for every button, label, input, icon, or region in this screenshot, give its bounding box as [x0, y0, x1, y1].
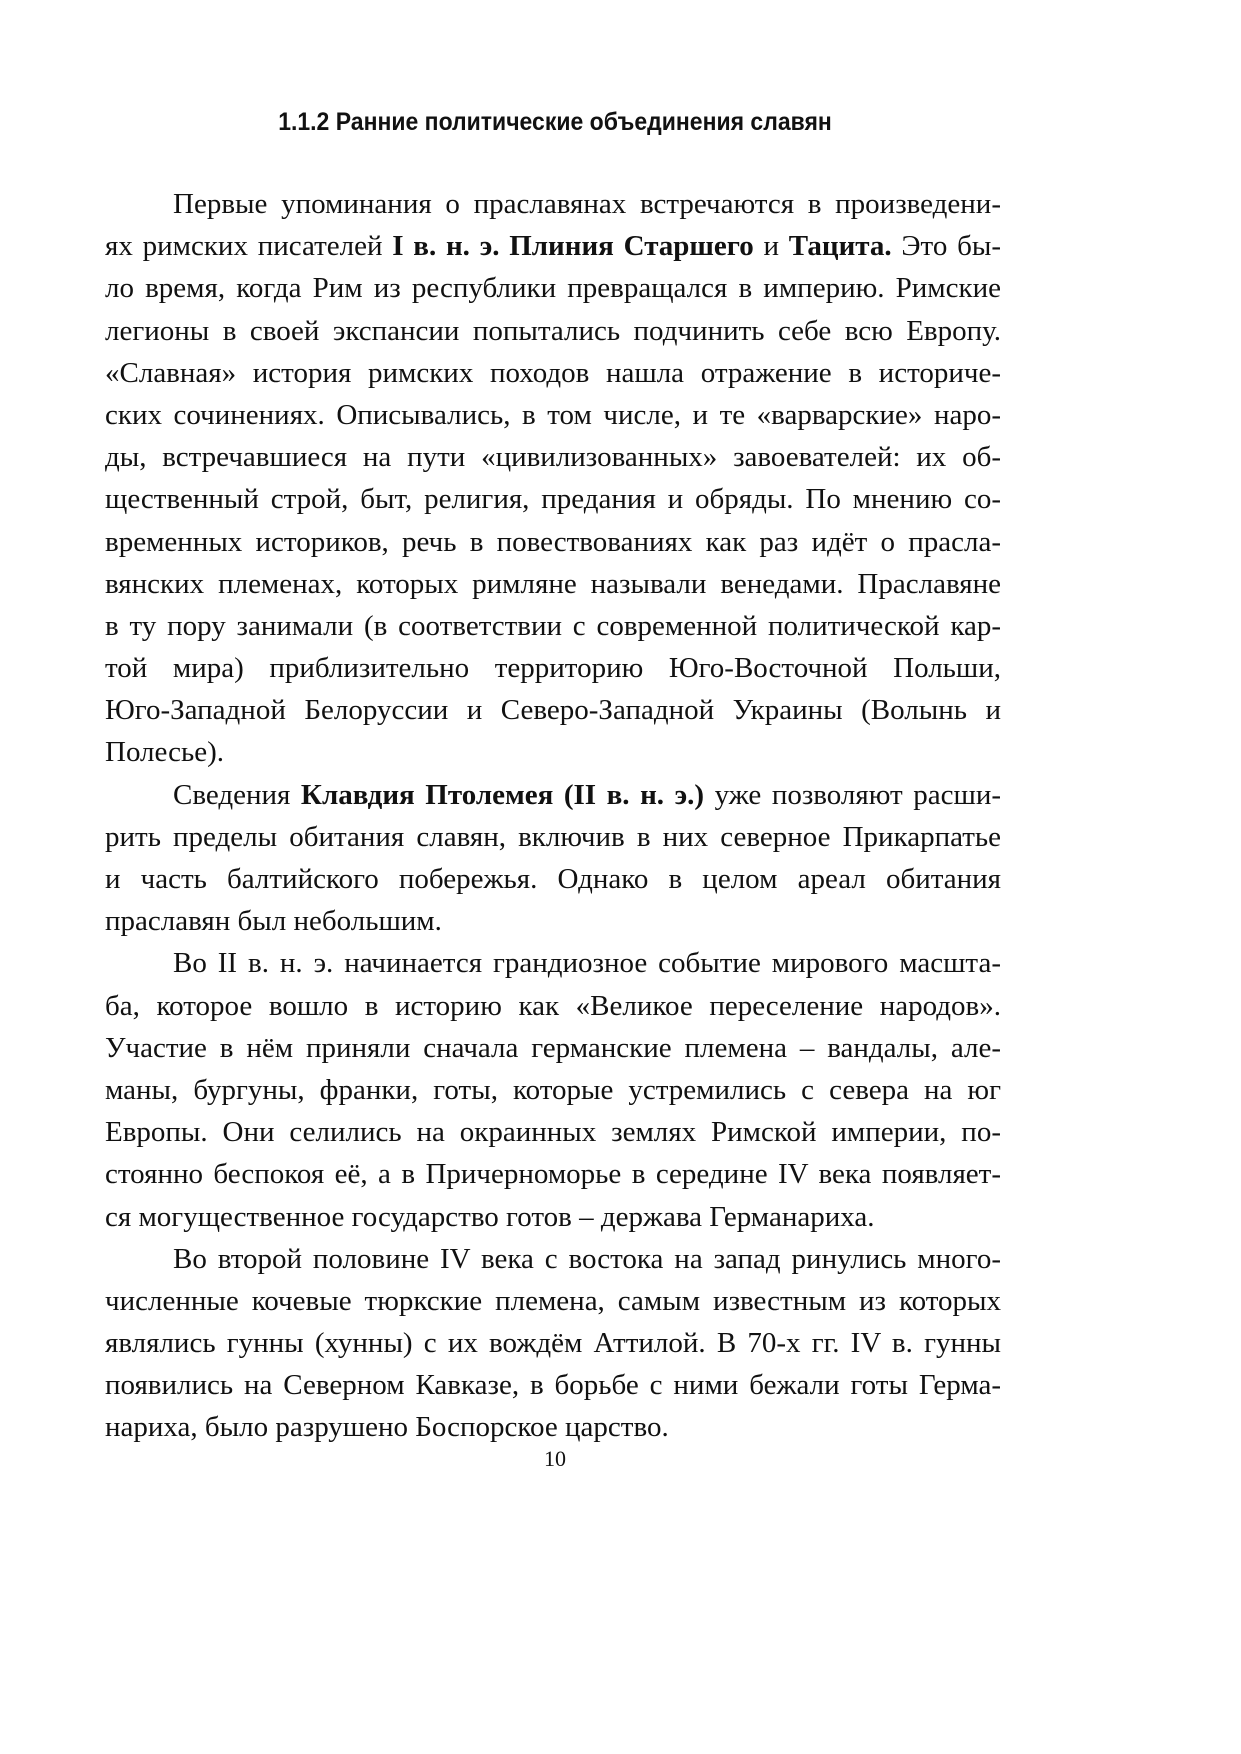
text-span: щественный строй, быт, религия, предания и обряды. По мнению со- — [105, 483, 1001, 516]
text-span: Полесье). — [105, 736, 225, 769]
text-line — [105, 352, 1001, 394]
text-line — [105, 774, 1001, 816]
text-line — [105, 605, 1001, 647]
text-span: уже позволяют расши- — [704, 778, 1001, 811]
text-line — [105, 563, 1001, 605]
text-line — [105, 310, 1001, 352]
text-line — [105, 647, 1001, 689]
text-line — [105, 985, 1001, 1027]
text-line — [105, 478, 1001, 520]
text-line — [105, 942, 1001, 984]
text-line — [105, 267, 1001, 309]
paragraph — [105, 183, 1001, 774]
text-line — [105, 1111, 1001, 1153]
text-line — [105, 183, 1001, 225]
bold-text: Тацита. — [788, 230, 892, 263]
text-span: вянских племенах, которых римляне называли венедами. Праславяне — [105, 567, 1001, 600]
text-span: рить пределы обитания славян, включив в них северное Прикарпатье — [105, 820, 1001, 853]
text-span: ских сочинениях. Описывались, в том числе, и те «варварские» наро- — [105, 398, 1001, 431]
text-span: праславян был небольшим. — [105, 905, 442, 938]
text-span: Первые упоминания о праславянах встречаются в произведени- — [173, 188, 1001, 220]
text-span: и часть балтийского побережья. Однако в целом ареал обитания — [105, 863, 1001, 895]
text-span: ся могущественное государство готов – держава Германариха. — [105, 1200, 875, 1233]
text-line — [105, 436, 1001, 478]
text-span: Европы. Они селились на окраинных землях Римской империи, по- — [105, 1116, 1001, 1149]
text-span: временных историков, речь в повествованиях как раз идёт о прасла- — [105, 525, 1001, 558]
paragraph — [105, 942, 1001, 1237]
text-span: численные кочевые тюркские племена, самым известным из которых — [105, 1284, 1001, 1317]
text-span: ды, встречавшиеся на пути «цивилизованных» завоевателей: их об- — [105, 441, 1001, 474]
paragraph — [105, 1238, 1001, 1449]
text-line — [105, 1238, 1001, 1280]
text-line — [105, 731, 1001, 773]
text-span: появились на Северном Кавказе, в борьбе с ними бежали готы Герма- — [105, 1369, 1001, 1402]
text-span: Участие в нём приняли сначала германские племена – вандалы, але- — [105, 1031, 1001, 1064]
text-line — [105, 1406, 1001, 1448]
text-span: Юго-Западной Белоруссии и Северо-Западной Украины (Волынь и — [105, 694, 1001, 727]
text-line — [105, 225, 1001, 267]
text-span: Во второй половине IV века с востока на запад ринулись много- — [173, 1242, 1001, 1275]
text-span: маны, бургуны, франки, готы, которые устремились с севера на юг — [105, 1073, 1001, 1106]
text-line — [105, 816, 1001, 858]
text-span: Во II в. н. э. начинается грандиозное событие мирового масшта- — [173, 947, 1001, 980]
text-span: в ту пору занимали (в соответствии с современной политической кар- — [105, 609, 1001, 642]
text-span: легионы в своей экспансии попытались подчинить себе всю Европу. — [105, 314, 1001, 347]
text-line — [105, 1364, 1001, 1406]
text-line — [105, 521, 1001, 563]
text-line — [105, 394, 1001, 436]
section-heading: 1.1.2 Ранние политические объединения славян — [278, 108, 832, 136]
text-span: «Славная» история римских походов нашла отражение в историче- — [105, 356, 1001, 389]
text-span: и — [753, 230, 789, 263]
text-span: Это бы- — [891, 230, 1002, 263]
bold-text: Клавдия Птолемея (II в. н. э.) — [300, 778, 705, 811]
text-line — [105, 1196, 1001, 1238]
text-line — [105, 900, 1001, 942]
text-line — [105, 1322, 1001, 1364]
text-line — [105, 1280, 1001, 1322]
paragraph — [105, 774, 1001, 943]
text-line — [105, 689, 1001, 731]
text-line — [105, 1069, 1001, 1111]
text-span: ло время, когда Рим из республики превращался в империю. Римские — [105, 272, 1001, 305]
text-span: ба, которое вошло в историю как «Великое переселение народов». — [105, 989, 1001, 1022]
body-text — [105, 183, 1001, 1449]
text-span: Сведения — [173, 778, 301, 811]
page-number: 10 — [544, 1446, 566, 1471]
text-span: той мира) приблизительно территорию Юго-Восточной Польши, — [105, 652, 1001, 685]
text-span: нариха, было разрушено Боспорское царство. — [105, 1411, 669, 1444]
text-span: являлись гунны (хунны) с их вождём Аттилой. В 70-х гг. IV в. гунны — [105, 1327, 1001, 1360]
text-span: ях римских писателей — [105, 230, 393, 263]
text-line — [105, 858, 1001, 900]
text-line — [105, 1153, 1001, 1195]
bold-text: I в. н. э. Плиния Старшего — [392, 230, 754, 263]
text-span: стоянно беспокоя её, а в Причерноморье в середине IV века появляет- — [105, 1158, 1001, 1191]
text-line — [105, 1027, 1001, 1069]
